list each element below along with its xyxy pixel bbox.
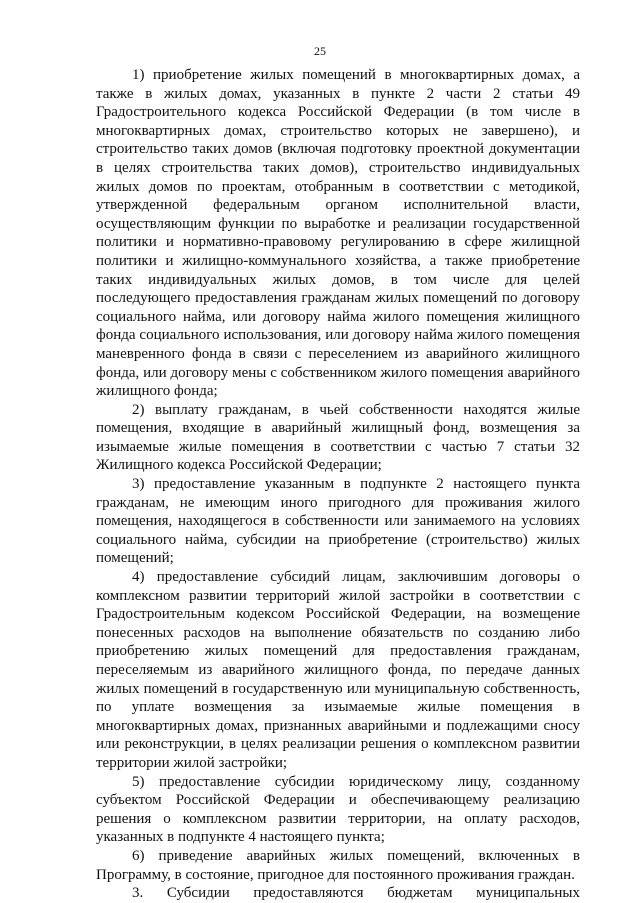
paragraph-section-3: 3. Субсидии предоставляются бюджетам муниципальных: [132, 885, 580, 902]
document-body: [96, 66, 580, 903]
paragraph-item-6: 6) приведение аварийных жилых помещений, включенных в Программу, в состояние, пригодное для постоянного проживания граждан.: [96, 847, 580, 883]
paragraph-item-5: 5) предоставление субсидии юридическому лицу, созданному субъектом Российской Федерации и обеспечивающему реализацию решения о комплексном развитии территории, на оплату расходов, указанных в подпункте 4 настоящего пункта;: [96, 773, 580, 846]
paragraph-item-3: 3) предоставление указанным в подпункте 2 настоящего пункта гражданам, не имеющим иного пригодного для проживания жилого помещения, находящегося в собственности или занимаемого на условиях социального найма, субсидии на приобретение (строительство) жилых помещений;: [96, 476, 580, 567]
page-number: 25: [314, 44, 326, 58]
paragraph-item-2: 2) выплату гражданам, в чьей собственности находятся жилые помещения, входящие в аварийный жилищный фонд, возмещения за изымаемые жилые помещения в соответствии с частью 7 статьи 32 Жилищного кодекса Российской Федерации;: [96, 401, 580, 474]
paragraph-item-4: 4) предоставление субсидий лицам, заключившим договоры о комплексном развитии территорий жилой застройки в соответствии с Градостроительным кодексом Российской Федерации, на возмещение понесенных расходов на выполнение обязательств по созданию либо приобретению жилых помещений для предоставления гражданам, переселяемым из аварийного жилищного фонда, по передаче данных жилых помещений в государственную или муниципальную собственность, по уплате возмещения за изымаемые жилые помещения в многоквартирных домах, признанных аварийными и подлежащими сносу или реконструкции, в целях реализации решения о комплексном развитии территории жилой застройки;: [96, 569, 580, 771]
paragraph-item-1: 1) приобретение жилых помещений в многоквартирных домах, а также в жилых домах, указанных в пункте 2 части 2 статьи 49 Градостроительного кодекса Российской Федерации (в том числе в многоквартирных домах, строительство которых не завершено), и строительство таких домов (включая подготовку проектной документации в целях строительства таких домов), строительство индивидуальных жилых домов по проектам, отобранным в соответствии с методикой, утвержденной федеральным органом исполнительной власти, осуществляющим функции по выработке и реализации государственной политики и нормативно-правовому регулированию в сфере жилищной политики и жилищно-коммунального хозяйства, а также приобретение таких индивидуальных жилых домов, в том числе для целей последующего предоставления гражданам жилых помещений по договору социального найма, или договору найма жилого помещения жилищного фонда социального использования, или договору найма жилого помещения маневренного фонда в связи с переселением из аварийного жилищного фонда, или договору мены с собственником жилого помещения аварийного жилищного фонда;: [96, 67, 580, 400]
